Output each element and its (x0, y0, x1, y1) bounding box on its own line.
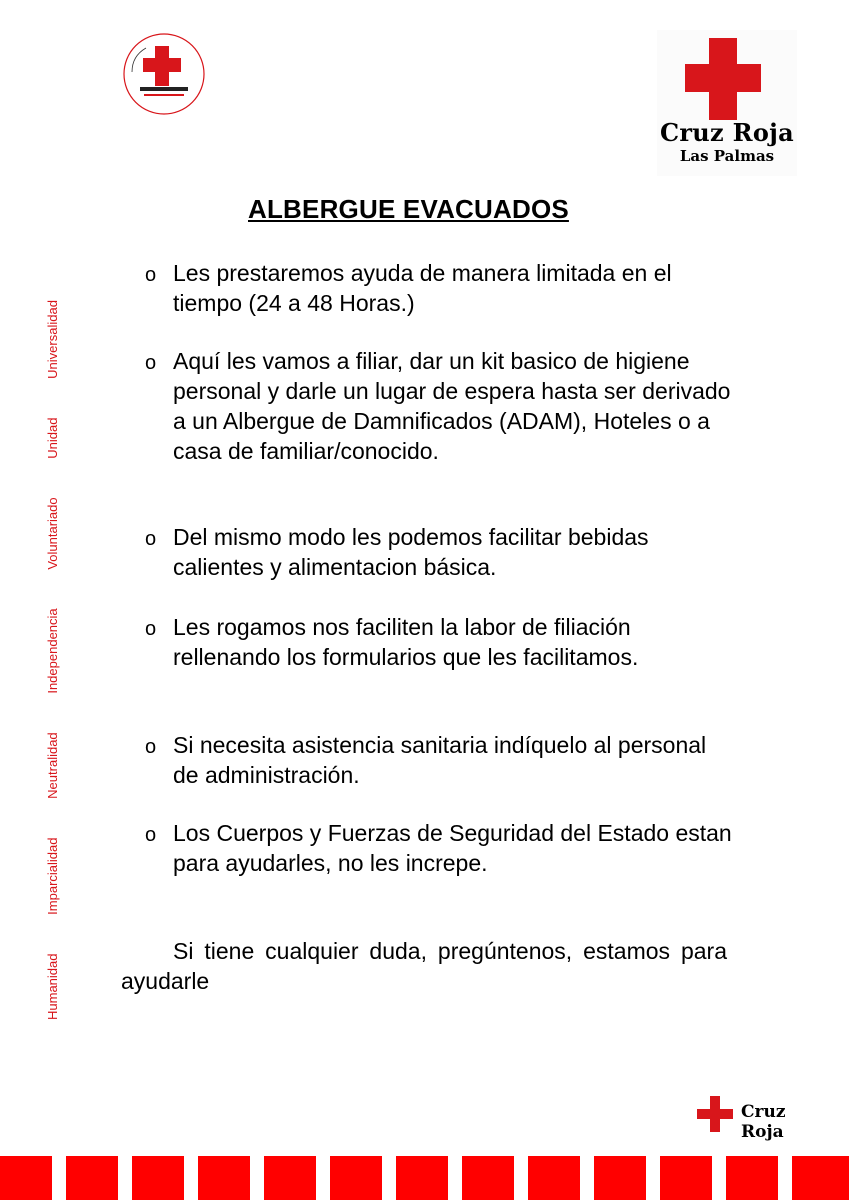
value-humanidad: Humanidad (44, 953, 60, 1020)
cruz-roja-espanola-logo (118, 32, 210, 116)
list-item-text: Les rogamos nos faciliten la labor de filiación rellenando los formularios que les facilitamos. (173, 614, 639, 670)
list-item (145, 818, 735, 878)
value-imparcialidad: Imparcialidad (44, 837, 60, 915)
value-neutralidad: Neutralidad (44, 732, 60, 799)
bullet-icon: o (145, 618, 157, 640)
bullet-icon: o (145, 736, 157, 758)
footer-stripe (792, 1156, 849, 1200)
page-title: ALBERGUE EVACUADOS (248, 194, 569, 224)
footer-logo-text: Cruz Roja (741, 1102, 786, 1142)
list-item-text: Los Cuerpos y Fuerzas de Seguridad del Estado estan para ayudarles, no les increpe. (173, 820, 732, 876)
footer-stripe (0, 1156, 52, 1200)
bullet-icon: o (145, 352, 157, 374)
list-item (145, 522, 735, 582)
footer-stripe (594, 1156, 646, 1200)
footer-stripe (66, 1156, 118, 1200)
bullet-icon: o (145, 264, 157, 286)
footer-stripe (660, 1156, 712, 1200)
list-item (145, 612, 735, 672)
footer-stripe (396, 1156, 448, 1200)
footer-stripe (726, 1156, 778, 1200)
footer-stripe (462, 1156, 514, 1200)
list-item-text: Si necesita asistencia sanitaria indíquelo al personal de administración. (173, 732, 707, 788)
cruz-roja-las-palmas-logo (657, 30, 797, 176)
list-item-text: Del mismo modo les podemos facilitar bebidas calientes y alimentacion básica. (173, 524, 649, 580)
value-unidad: Unidad (44, 417, 60, 459)
footer-stripe (264, 1156, 316, 1200)
list-item-text: Les prestaremos ayuda de manera limitada en el tiempo (24 a 48 Horas.) (173, 260, 672, 316)
red-cross-icon-bar (697, 1109, 733, 1119)
bullet-icon: o (145, 824, 157, 846)
footer-stripe (330, 1156, 382, 1200)
list-item (145, 258, 735, 318)
value-universalidad: Universalidad (44, 300, 60, 379)
footer-stripes (0, 1156, 849, 1200)
value-independencia: Independencia (44, 608, 60, 694)
logo-brand-name: Cruz Roja (659, 118, 795, 147)
list-item (145, 730, 735, 790)
footer-stripe (198, 1156, 250, 1200)
logo-brand-location: Las Palmas (679, 147, 775, 165)
red-cross-values (32, 300, 72, 1020)
red-cross-icon-bar (685, 64, 761, 92)
value-voluntariado: Voluntariado (44, 497, 60, 570)
list-item-text: Aquí les vamos a filiar, dar un kit basico de higiene personal y darle un lugar de espera hasta ser derivado a un Albergue de Damnificados (ADAM), Hoteles o a casa de familiar/conocido. (173, 348, 731, 464)
footer-logo (695, 1094, 815, 1142)
closing-paragraph: Si tiene cualquier duda, pregúntenos, estamos para ayudarle (121, 938, 727, 994)
list-item (145, 346, 735, 466)
footer-stripe (528, 1156, 580, 1200)
cruz-roja-espanola-emblem (118, 32, 210, 116)
bullet-icon: o (145, 528, 157, 550)
footer-stripe (132, 1156, 184, 1200)
